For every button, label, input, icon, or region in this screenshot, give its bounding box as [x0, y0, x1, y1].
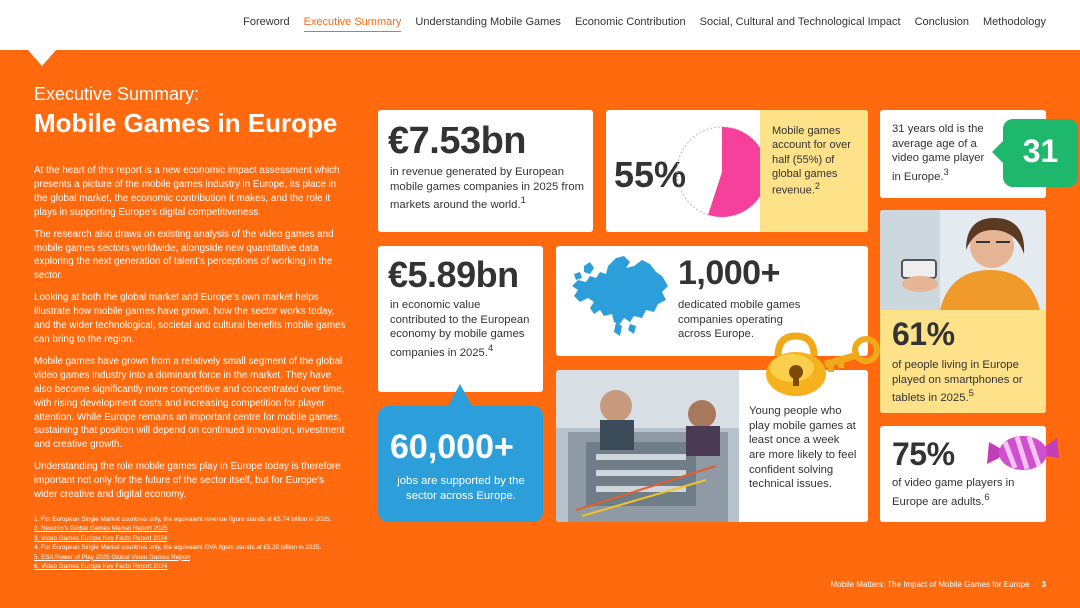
revenue-description: [390, 165, 586, 213]
share-pie-chart: [674, 124, 770, 220]
footnote-ref: 3: [943, 166, 949, 178]
nav-notch: [28, 50, 56, 66]
footnote-link[interactable]: 5. ESA Power of Play 2025 Global Video Games Report: [34, 553, 190, 561]
gva-text: in economic value contributed to the European economy by mobile games companies in 2025.: [390, 299, 530, 359]
share-stat-card: [606, 110, 868, 232]
smartphones-value: 61%: [892, 316, 955, 352]
adults-value: 75%: [892, 436, 955, 472]
woman-playing-phone-photo: [880, 210, 1046, 310]
top-navigation: [0, 0, 1080, 50]
revenue-stat-card: [378, 110, 593, 232]
gva-value: €5.89bn: [388, 254, 519, 295]
share-text-panel: [760, 110, 868, 232]
smartphones-stat-card: [880, 210, 1046, 413]
smartphones-text: of people living in Europe played on smartphones or tablets in 2025.: [892, 359, 1023, 405]
smartphones-description: [892, 358, 1040, 406]
young-people-text: Young people who play mobile games at least once a week are more likely to feel confident solving technical issues.: [749, 405, 857, 491]
page-title: Mobile Games in Europe: [34, 108, 338, 138]
jobs-stat-card: [378, 406, 543, 522]
footnote-ref: 2: [814, 181, 820, 192]
share-value: 55%: [614, 154, 687, 195]
footnote: 4. For European Single Market countries only, the equivalent GVA figure stands at €5.20 billion in 2025.: [34, 544, 322, 552]
page-footer: [831, 580, 1047, 589]
footnote-ref: 6: [984, 490, 990, 502]
age-badge-number: 31: [1022, 133, 1059, 169]
intro-paragraph: At the heart of this report is a new economic impact assessment which presents a picture of the mobile games industry in Europe, its place in the global market, the economic contribution it makes, and the role it plays in supporting Europe’s digital competitiveness.: [34, 165, 340, 218]
revenue-text: in revenue generated by European mobile games companies in 2025 from markets around the world.: [390, 166, 585, 212]
europe-map-icon: [564, 252, 672, 350]
share-text: Mobile games account for over half (55%) of global games revenue.: [772, 125, 851, 197]
nav-item-conclusion[interactable]: Conclusion: [914, 16, 969, 28]
gva-description: [390, 298, 538, 360]
age-text: 31 years old is the average age of a video game player in Europe.: [892, 123, 985, 183]
share-description: [772, 124, 864, 198]
nav-item-executive-summary[interactable]: Executive Summary: [304, 16, 402, 32]
padlock-key-icon: [762, 332, 880, 396]
adults-description: [892, 476, 1032, 509]
section-kicker: Executive Summary:: [34, 84, 200, 104]
revenue-value: €7.53bn: [388, 120, 527, 162]
age-description: [892, 122, 996, 184]
robotics-students-photo: [556, 370, 739, 522]
jobs-card-notch: [448, 384, 472, 406]
footnote-link[interactable]: 3. Video Games Europe Key Facts Report 2024: [34, 534, 168, 542]
intro-paragraph: Looking at both the global market and Europe’s own market helps illustrate how mobile games have grown, how the sector works today, and the wider technological, societal and cultural benefits mobile games can bring to the region.: [34, 292, 346, 345]
intro-paragraph: Mobile games have grown from a relatively small segment of the global video games industry into a dominant force in the market. They have also become significantly more competitive and concentrated over time, with rising development costs and increasing competition for player attention. While Europe remains an important centre for mobile games, sustaining that position will depend on continued innovation, investment and creative growth.: [34, 355, 345, 451]
footnote-ref: 4: [487, 342, 494, 354]
smartphones-text-panel: [880, 310, 1046, 413]
footer-title: Mobile Matters: The Impact of Mobile Games for Europe: [830, 580, 1030, 589]
intro-paragraph: Understanding the role mobile games play in Europe today is therefore important not only for the future of the sector itself, but for Europe’s wider creative and digital economy.: [34, 461, 341, 501]
footnote: 1. For European Single Market countries only, the equivalent revenue figure stands at €5.74 billion in 2025.: [34, 516, 332, 523]
nav-list: [243, 16, 1046, 32]
age-badge: [1003, 119, 1078, 187]
footnote-link[interactable]: 2. Newzoo’s Global Games Market Report 2025: [34, 525, 168, 533]
footnote-ref: 1: [520, 194, 526, 206]
nav-item-understanding-mobile-games[interactable]: Understanding Mobile Games: [415, 16, 561, 28]
nav-item-methodology[interactable]: Methodology: [983, 16, 1046, 28]
footnotes: [34, 515, 364, 572]
nav-item-economic-contribution[interactable]: Economic Contribution: [574, 16, 686, 28]
pie-slice-mobile: [708, 127, 767, 217]
footnote-ref: 5: [968, 387, 974, 399]
candy-icon: [985, 428, 1061, 478]
adults-text: of video game players in Europe are adults.: [892, 477, 1015, 508]
nav-item-foreword[interactable]: Foreword: [243, 16, 290, 28]
nav-item-social-cultural-technological-impact[interactable]: Social, Cultural and Technological Impact: [699, 16, 901, 28]
page-number: 3: [1041, 580, 1046, 589]
companies-value: 1,000+: [678, 254, 780, 292]
intro-paragraph: The research also draws on existing analysis of the video games and mobile games sectors worldwide, alongside new quantitative data exploring the next generation of talent’s perceptions of working in the sector.: [34, 228, 334, 282]
intro-text: [34, 164, 346, 510]
gva-stat-card: [378, 246, 543, 392]
companies-text: dedicated mobile games companies operating across Europe.: [678, 299, 801, 341]
jobs-value: 60,000+: [390, 428, 514, 466]
jobs-text: jobs are supported by the sector across Europe.: [397, 475, 525, 502]
footnote-link[interactable]: 6. Video Games Europe Key Facts Report 2024: [34, 563, 168, 571]
